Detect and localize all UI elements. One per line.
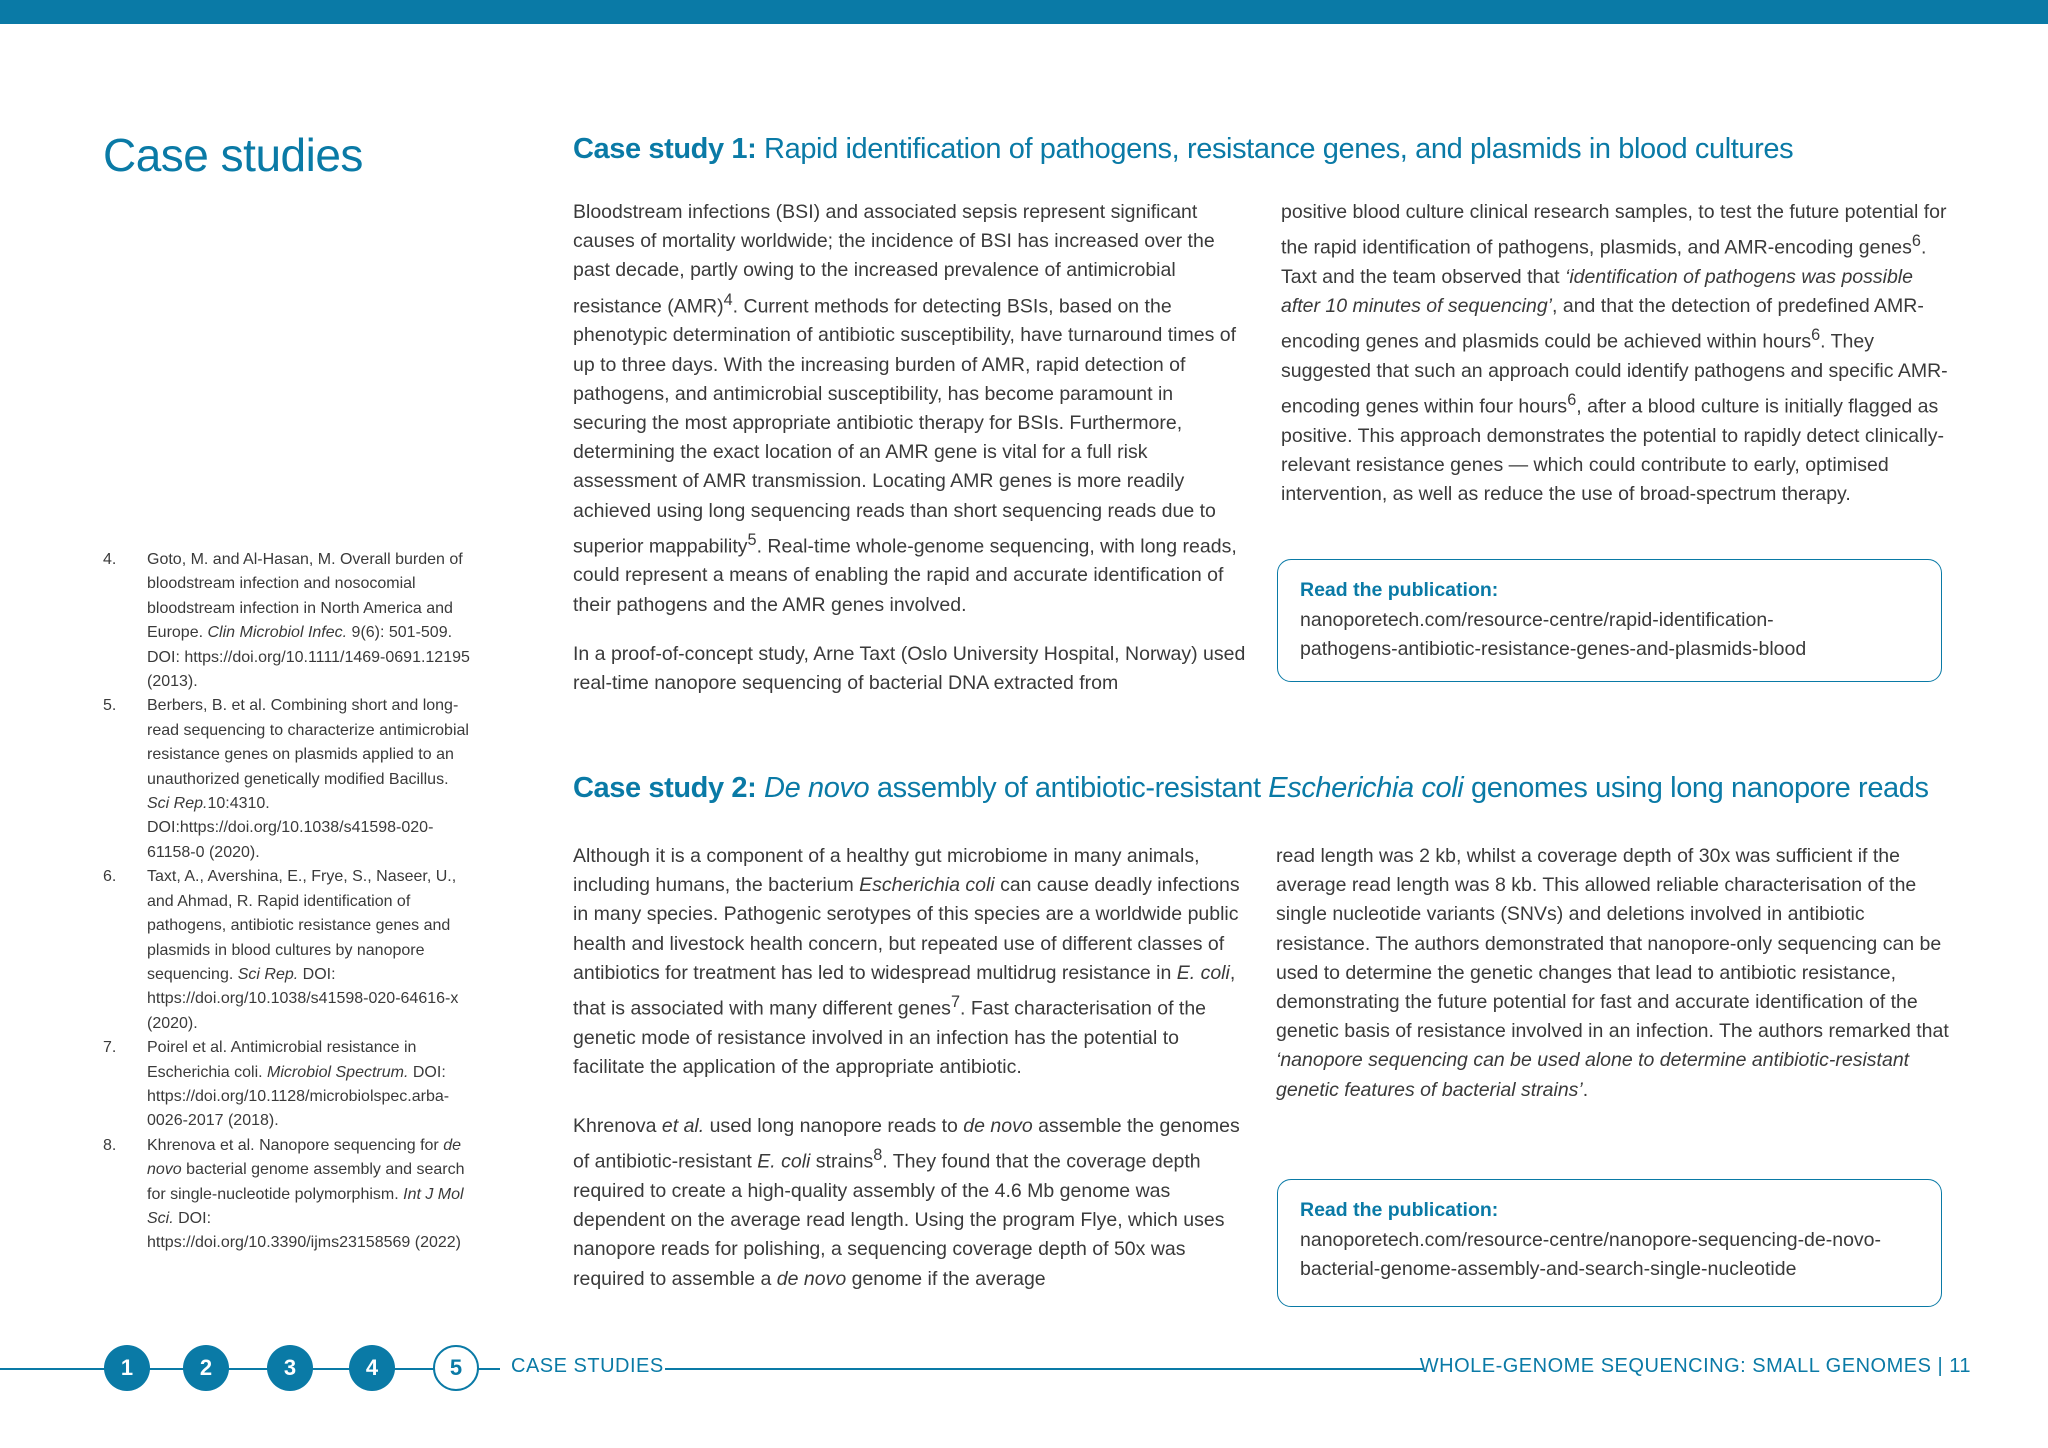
case-study-2-paragraph-1: Although it is a component of a healthy gut microbiome in many animals, including humans, the bacterium Escherichia coli can cause deadly infections in many species. Pathogenic serotypes of this species are a worldwide public health and livestock health concern, but repeated use of different classes of antibiotics for treatment has led to widespread multidrug resistance in E. coli, that is associated with many different genes$^7$. Fast characterisation of the genetic mode of resistance involved in an infection has the potential to facilitate the application of the appropriate antibiotic. xyxy=(573,845,1240,1078)
case-study-1-paragraph-3: positive blood culture clinical research samples, to test the future potential for the rapid identification of pathogens, plasmids, and AMR-encoding genes$^6$. Taxt and the team observed that ‘identification of pathogens was possible after 10 minutes of sequencing’, and that the detection of predefined AMR-encoding genes and plasmids could be achieved within hours$^6$. They suggested that such an approach could identify pathogens and specific AMR-encoding genes within four hours$^6$, after a blood culture is initially flagged as positive. This approach demonstrates the potential to rapidly detect clinically-relevant resistance genes — which could contribute to early, optimised intervention, as well as reduce the use of broad-spectrum therapy. xyxy=(1281,201,1948,506)
case-study-1-column-left xyxy=(573,198,1248,718)
publication-label: Read the publication: xyxy=(1300,1199,1499,1221)
publication-box-1 xyxy=(1277,559,1942,682)
case-study-2-paragraph-2: Khrenova et al. used long nanopore reads to de novo assemble the genomes of antibiotic-resistant E. coli strains$^8$. They found that the coverage depth required to create a high-quality assembly of the 4.6 Mb genome was dependent on the average read length. Using the program Flye, which uses nanopore reads for polishing, a sequencing coverage depth of 50x was required to assemble a de novo genome if the average xyxy=(573,1115,1240,1290)
nav-section-4-button[interactable]: 4 xyxy=(349,1345,395,1391)
nav-section-3-button[interactable]: 3 xyxy=(267,1345,313,1391)
footer-rule-middle xyxy=(665,1368,1423,1370)
footer-document-title-page: WHOLE-GENOME SEQUENCING: SMALL GENOMES | 11 xyxy=(1419,1355,1971,1377)
reference-item: 6. Taxt, A., Avershina, E., Frye, S., Naseer, U., and Ahmad, R. Rapid identification of pathogens, antibiotic resistance genes and plasmids in blood cultures by nanopore sequencing. Sci Rep. DOI: https://doi.org/10.1038/s41598-020-64616-x (2020). xyxy=(103,868,459,1032)
footer-section-label: CASE STUDIES xyxy=(511,1355,664,1377)
reference-item: 5. Berbers, B. et al. Combining short and long-read sequencing to characterize antimicrobial resistance genes on plasmids applied to an unauthorized genetically modified Bacillus. Sci Rep.10:4310. DOI:https://doi.org/10.1038/s41598-020-61158-0 (2020). xyxy=(103,697,469,861)
nav-section-5-button[interactable]: 5 xyxy=(433,1345,479,1391)
publication-box-2 xyxy=(1277,1179,1942,1307)
case-study-1-column-right xyxy=(1281,198,1956,530)
references-list xyxy=(103,548,473,1256)
case-study-1-title: Rapid identification of pathogens, resistance genes, and plasmids in blood cultures xyxy=(764,133,1794,165)
footer-rule-left xyxy=(0,1368,500,1370)
nav-section-1-button[interactable]: 1 xyxy=(104,1345,150,1391)
case-study-2-column-right xyxy=(1276,842,1956,1125)
case-study-2-heading: Case study 2: De novo assembly of antibiotic-resistant Escherichia coli genomes using long nanopore reads xyxy=(573,772,1929,804)
top-color-bar xyxy=(0,0,2048,24)
reference-item: 8. Khrenova et al. Nanopore sequencing for de novo bacterial genome assembly and search for single-nucleotide polymorphism. Int J Mol Sci. DOI: https://doi.org/10.3390/ijms23158569 (2022) xyxy=(103,1136,465,1252)
case-study-1-label: Case study 1: xyxy=(573,133,757,165)
nav-section-2-button[interactable]: 2 xyxy=(183,1345,229,1391)
case-study-1-paragraph-1: Bloodstream infections (BSI) and associated sepsis represent significant causes of mortality worldwide; the incidence of BSI has increased over the past decade, partly owing to the increased prevalence of antimicrobial resistance (AMR)$^4$. Current methods for detecting BSIs, based on the phenotypic determination of antibiotic susceptibility, have turnaround times of up to three days. With the increasing burden of AMR, rapid detection of pathogens, and antimicrobial susceptibility, has become paramount in securing the most appropriate antibiotic therapy for BSIs. Furthermore, determining the exact location of an AMR gene is vital for a full risk assessment of AMR transmission. Locating AMR genes is more readily achieved using long sequencing reads than short sequencing reads due to superior mappability$^5$. Real-time whole-genome sequencing, with long reads, could represent a means of enabling the rapid and accurate identification of their pathogens and the AMR genes involved. xyxy=(573,201,1237,616)
page-title: Case studies xyxy=(103,129,363,181)
case-study-2-label: Case study 2: xyxy=(573,772,757,804)
publication-link-2[interactable]: nanoporetech.com/resource-centre/nanopore-sequencing-de-novo- bacterial-genome-assembly-and-search-single-nucleotide xyxy=(1300,1228,1882,1280)
publication-label: Read the publication: xyxy=(1300,579,1499,601)
publication-link-1[interactable]: nanoporetech.com/resource-centre/rapid-identification- pathogens-antibiotic-resistance-genes-and-plasmids-blood xyxy=(1300,608,1807,660)
case-study-1-paragraph-2: In a proof-of-concept study, Arne Taxt (Oslo University Hospital, Norway) used real-time nanopore sequencing of bacterial DNA extracted from xyxy=(573,642,1246,695)
case-study-1-heading xyxy=(573,133,1793,166)
reference-item: 4. Goto, M. and Al-Hasan, M. Overall burden of bloodstream infection and nosocomial bloodstream infection in North America and Europe. Clin Microbiol Infec. 9(6): 501-509. DOI: https://doi.org/10.1111/1469-0691.12195 (2013). xyxy=(103,551,470,691)
case-study-2-paragraph-3: read length was 2 kb, whilst a coverage depth of 30x was sufficient if the average read length was 8 kb. This allowed reliable characterisation of the single nucleotide variants (SNVs) and deletions involved in antibiotic resistance. The authors demonstrated that nanopore-only sequencing can be used to determine the genetic changes that lead to antibiotic resistance, demonstrating the future potential for fast and accurate identification of the genetic basis of resistance involved in an infection. The authors remarked that ‘nanopore sequencing can be used alone to determine antibiotic-resistant genetic features of bacterial strains’. xyxy=(1276,845,1949,1101)
case-study-2-column-left xyxy=(573,842,1248,1314)
reference-item: 7. Poirel et al. Antimicrobial resistance in Escherichia coli. Microbiol Spectrum. DOI: https://doi.org/10.1128/microbiolspec.arba-0026-2017 (2018). xyxy=(103,1039,450,1130)
